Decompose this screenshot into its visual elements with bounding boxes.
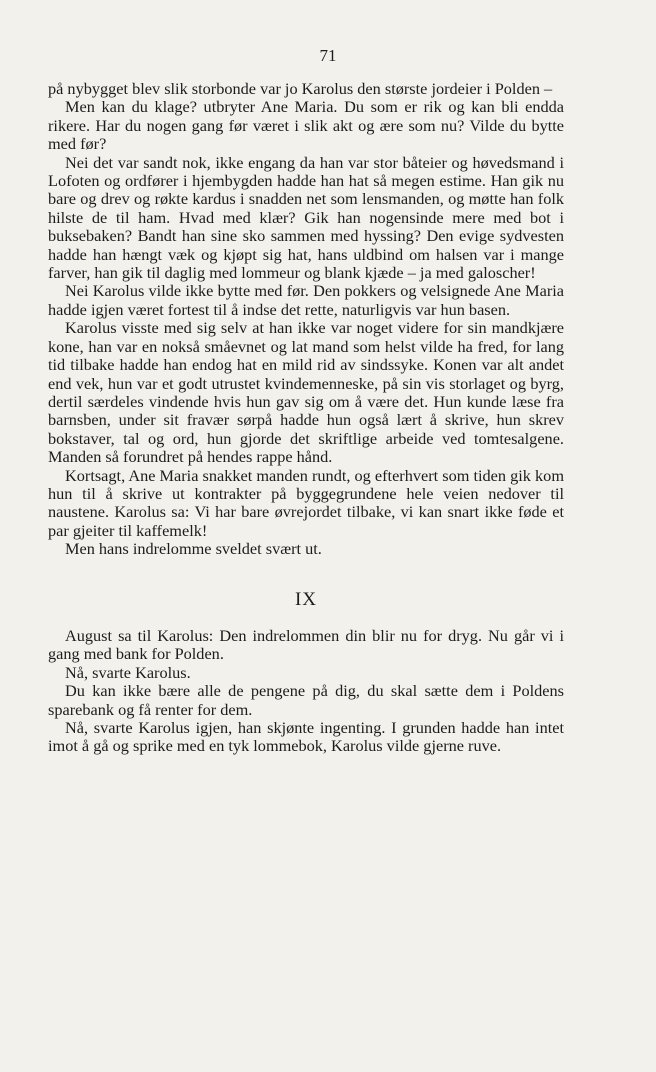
paragraph: Men kan du klage? utbryter Ane Maria. Du som er rik og kan bli endda rikere. Har du nogen gang før været i slik akt og ære som nu? Vilde du bytte med før? [48, 97, 564, 154]
paragraph: på nybygget blev slik storbonde var jo Karolus den største jordeier i Polden – [48, 79, 553, 98]
body-text [48, 80, 564, 756]
paragraph: Nå, svarte Karolus igjen, han skjønte ingenting. I grunden hadde han intet imot å gå og sprike med en tyk lommebok, Karolus vilde gjerne ruve. [48, 718, 564, 756]
paragraph: Kortsagt, Ane Maria snakket manden rundt, og efterhvert som tiden gik kom hun til å skrive ut kontrakter på byggegrundene hele veien nedover til naustene. Karolus sa: Vi har bare øvrejordet tilbake, vi kan snart ikke føde et par gjeiter til kaffemelk! [48, 465, 564, 540]
paragraph: August sa til Karolus: Den indrelommen din blir nu for dryg. Nu går vi i gang med bank for Polden. [48, 625, 564, 664]
paragraph: Nei det var sandt nok, ikke engang da han var stor båteier og høvedsmand i Lofoten og ordfører i hjembygden hadde han hat så megen estime. Han gik nu bare og drev og røkte kardus i snadden net som lensmanden, og møtte han folk hilste de til ham. Hvad med klær? Gik han nogensinde mere med bot i buksebaken? Bandt han sine sko sammen med hyssing? Den evige sydvesten hadde han hængt væk og kjøpt sig hat, hans uldbind om halsen var i mange farver, han gik til daglig med lommeur og blank kjæde – ja med galoscher! [48, 152, 564, 283]
paragraph: Men hans indrelomme sveldet svært ut. [65, 539, 322, 559]
paragraph: Nå, svarte Karolus. [65, 662, 191, 682]
page-number: 71 [319, 46, 337, 65]
chapter-heading: IX [294, 588, 318, 610]
paragraph: Nei Karolus vilde ikke bytte med før. Den pokkers og velsignede Ane Maria hadde igjen været fortest til å indse det rette, naturligvis var hun basen. [48, 281, 564, 319]
paragraph: Du kan ikke bære alle de pengene på dig, du skal sætte dem i Poldens sparebank og få renter for dem. [48, 681, 564, 719]
paragraph: Karolus visste med sig selv at han ikke var noget videre for sin mandkjære kone, han var en nokså småevnet og lat mand som helst vilde ha fred, for lang tid tilbake hadde han endog hat en mild rid av sindssyke. Konen var alt andet end vek, hun var et godt utrustet kvindemenneske, på sin vis storlaget og byrg, dertil særdeles vindende hvis hun gav sig om å være det. Hun kunde læse fra barnsben, under sit fravær sørpå hadde hun også lært å skrive, hun skrev bokstaver, tal og ord, hun gjorde det skriftlige arbeide ved tomtesalgene. Manden så forundret på hendes rappe hånd. [48, 318, 564, 467]
